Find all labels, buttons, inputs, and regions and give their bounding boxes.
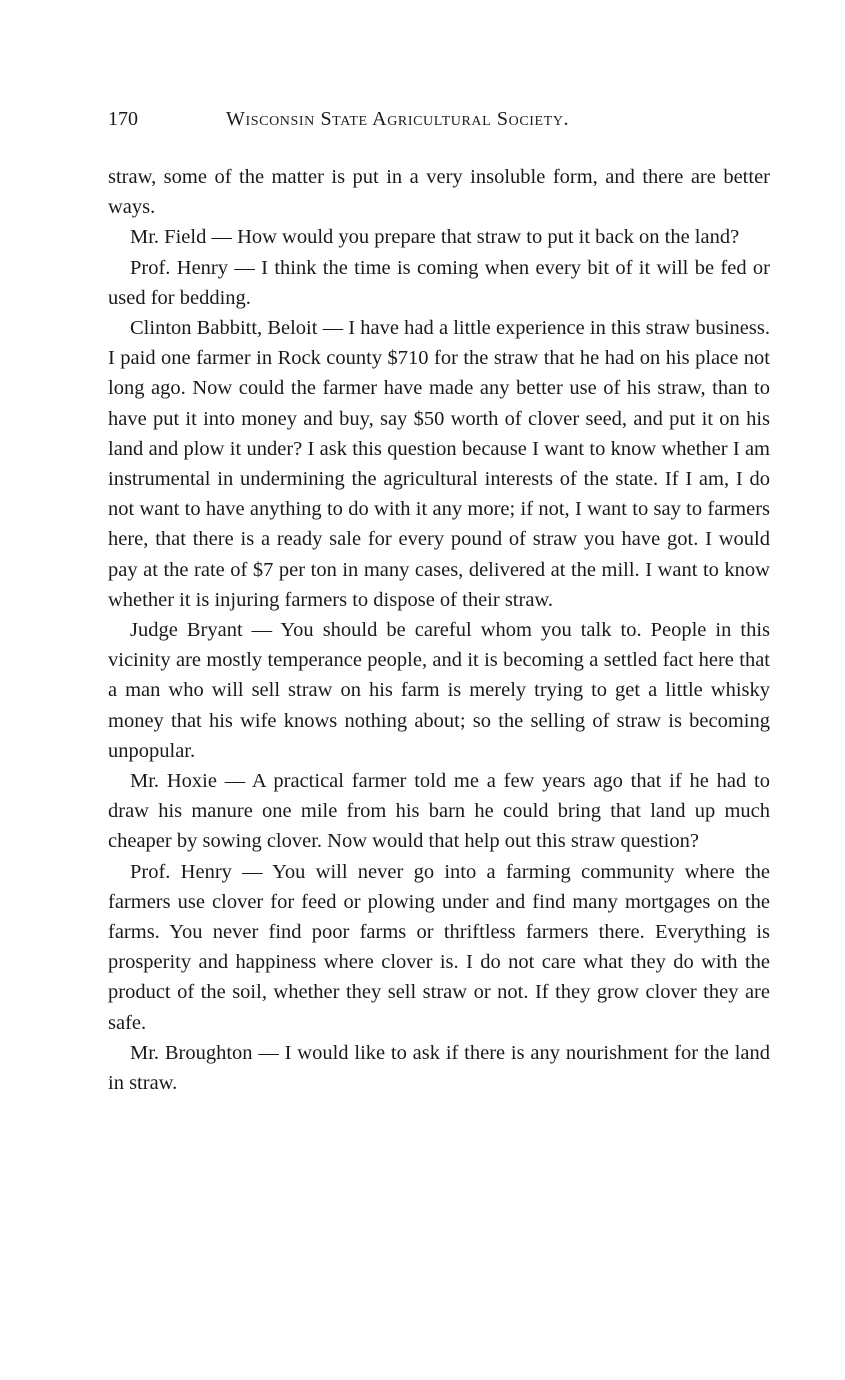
paragraph-continuation: straw, some of the matter is put in a very insoluble form, and there are better ways. <box>108 166 770 219</box>
running-head <box>108 108 768 136</box>
paragraph-mr-broughton: Mr. Broughton — I would like to ask if there is any nourishment for the land in straw. <box>108 1041 770 1095</box>
paragraph-mr-field: Mr. Field — How would you prepare that straw to put it back on the land? <box>130 226 740 249</box>
page-number: 170 <box>108 108 138 130</box>
paragraph-prof-henry-1: Prof. Henry — I think the time is coming when every bit of it will be fed or used for bedding. <box>108 256 770 309</box>
paragraph-mr-hoxie: Mr. Hoxie — A practical farmer told me a few years ago that if he had to draw his manure one mile from his barn he could bring that land up much cheaper by sowing clover. Now would that help out this straw question? <box>108 770 770 853</box>
paragraph-prof-henry-2: Prof. Henry — You will never go into a farming community where the farmers use clover for feed or plowing under and find many mortgages on the farms. You never find poor farms or thriftless farmers there. Everything is prosperity and happiness where clover is. I do not care what they do with the product of the soil, whether they sell straw or not. If they grow clover they are safe. <box>108 860 770 1034</box>
journal-title: Wisconsin State Agricultural Society. <box>226 108 570 130</box>
paragraph-judge-bryant: Judge Bryant — You should be careful whom you talk to. People in this vicinity are mostly temperance people, and it is becoming a settled fact here that a man who will sell straw on his farm is merely trying to get a little whisky money that his wife knows nothing about; so the selling of straw is becoming unpopular. <box>108 619 770 762</box>
paragraph-clinton-babbitt: Clinton Babbitt, Beloit — I have had a little experience in this straw business. I paid one farmer in Rock county $710 for the straw that he had on his place not long ago. Now could the farmer have made any better use of his straw, than to have put it into money and buy, say $50 worth of clover seed, and put it on his land and plow it under? I ask this question because I want to know whether I am instrumental in undermining the agricultural interests of the state. If I am, I do not want to have anything to do with it any more; if not, I want to say to farmers here, that there is a ready sale for every pound of straw you have got. I would pay at the rate of $7 per ton in many cases, delivered at the mill. I want to know whether it is injuring farmers to dispose of their straw. <box>108 317 770 611</box>
body-text <box>108 162 770 1098</box>
